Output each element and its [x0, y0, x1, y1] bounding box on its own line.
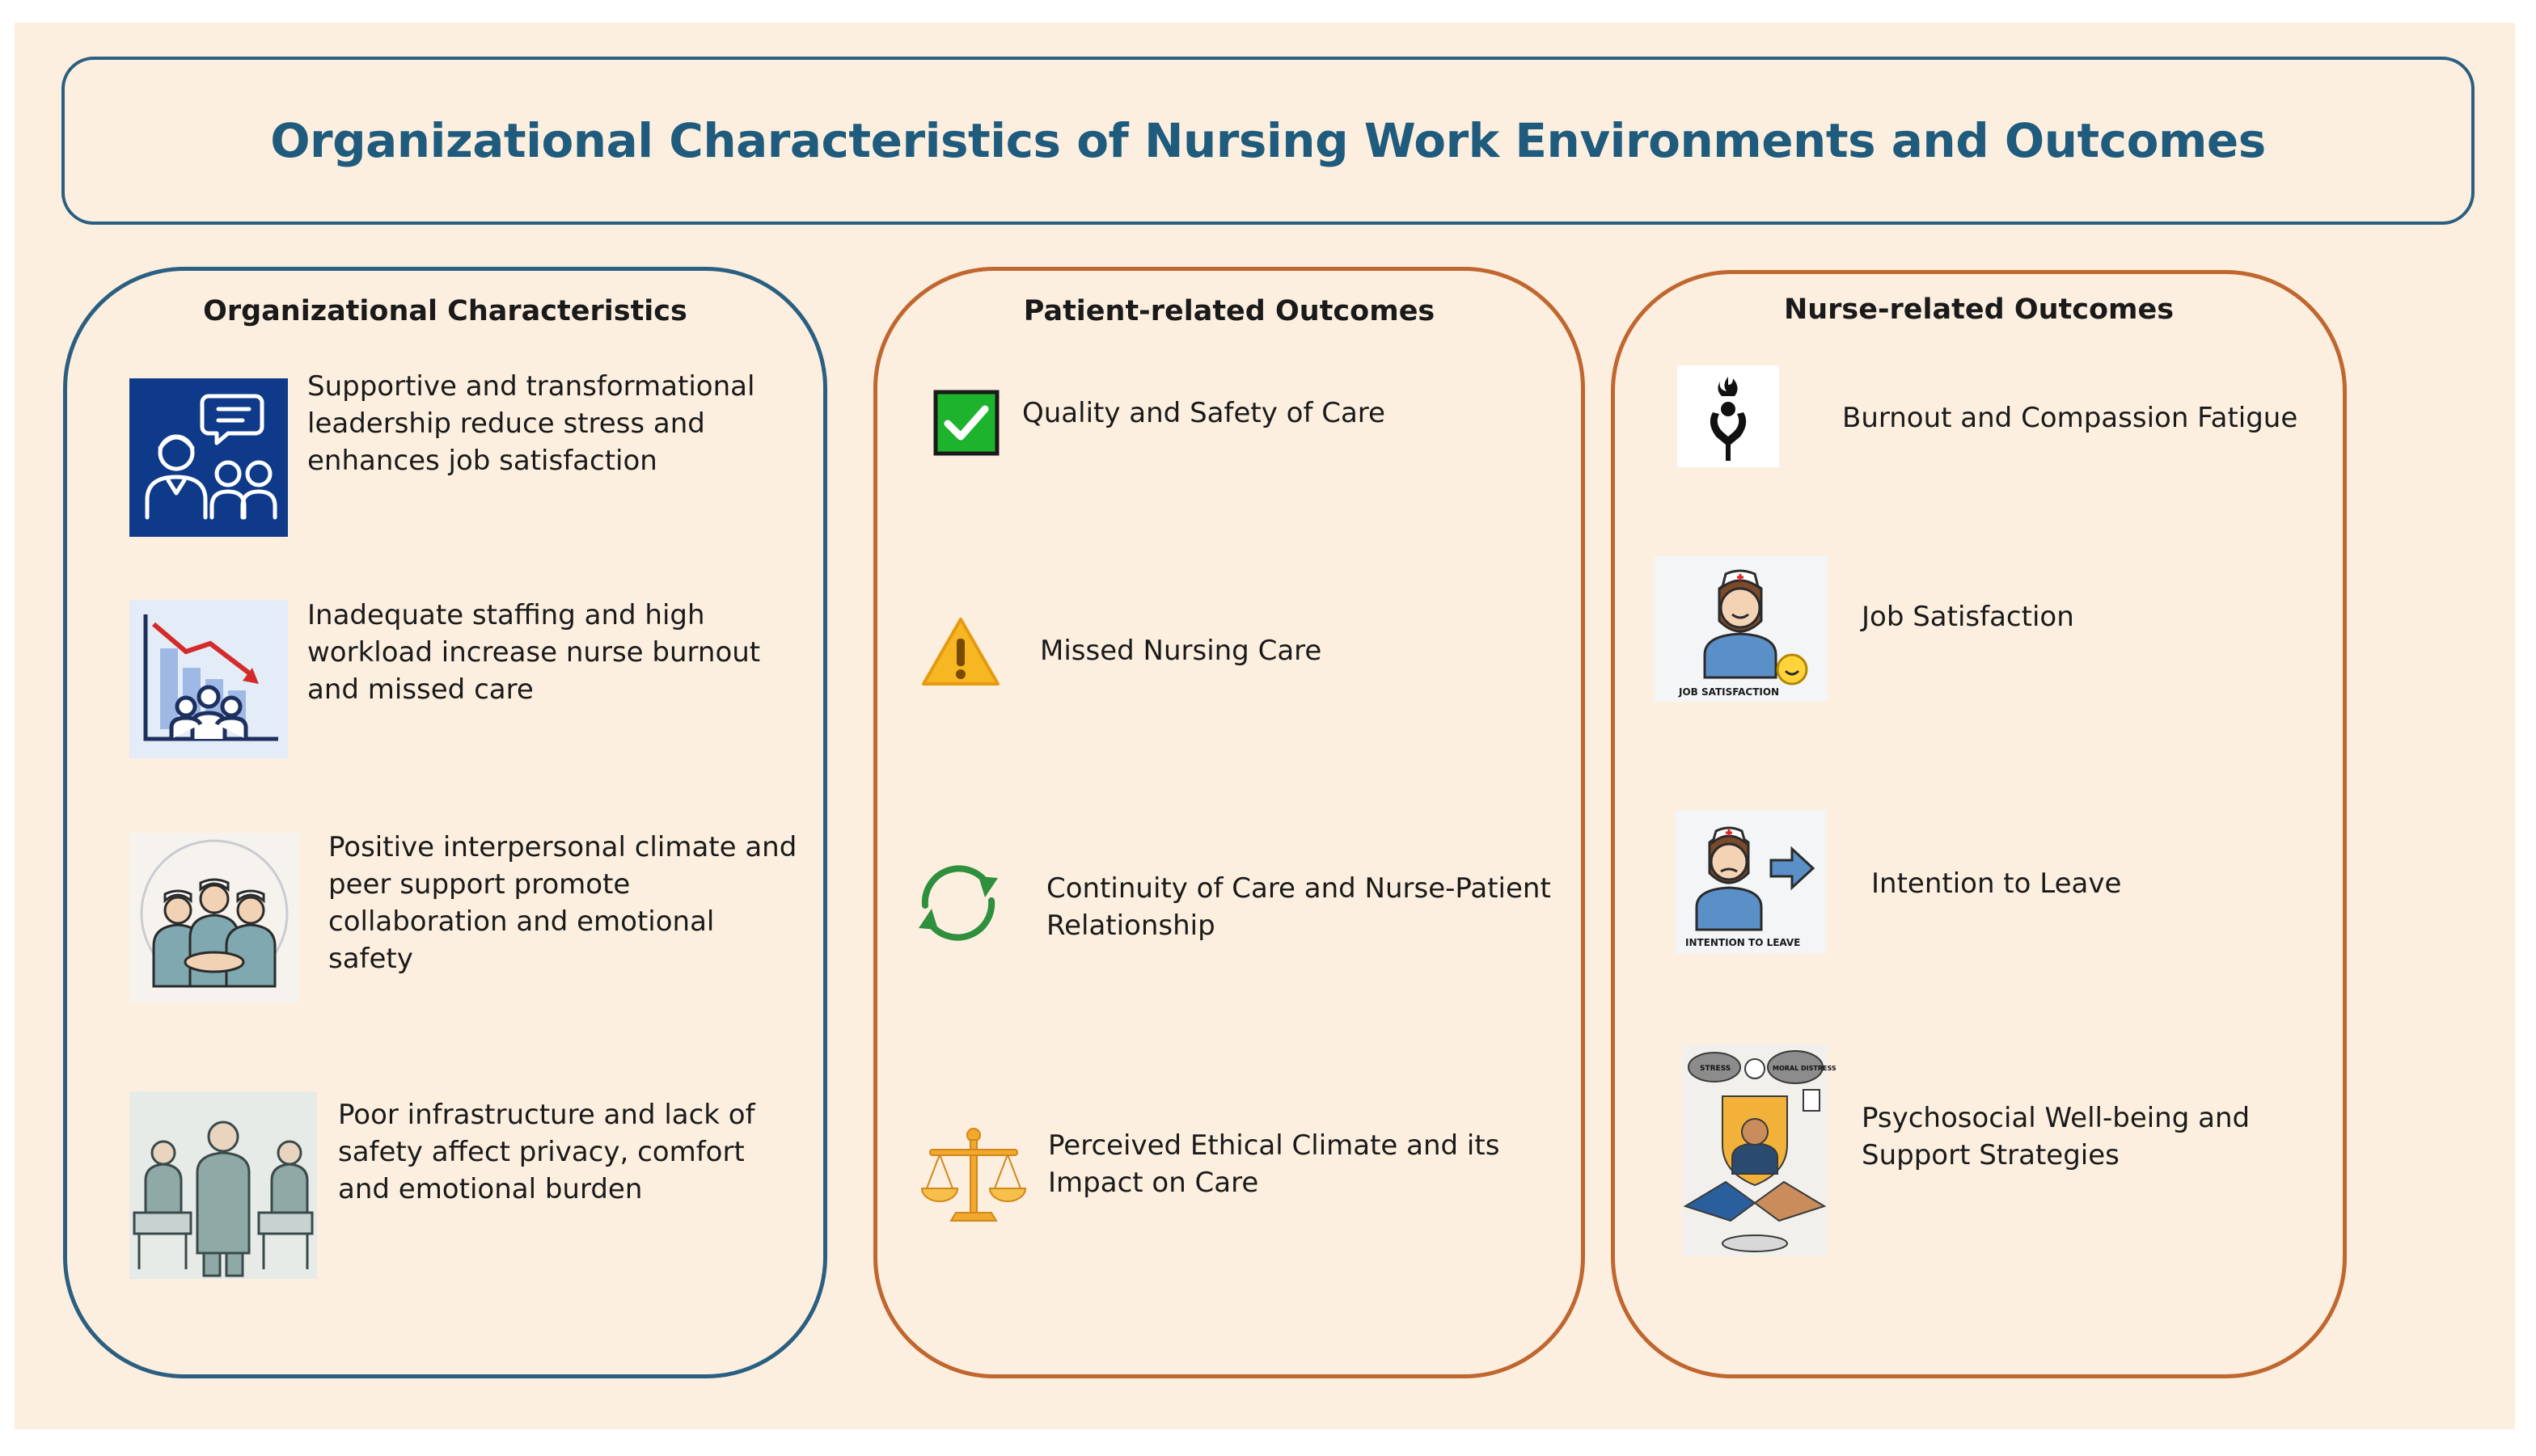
title-banner [61, 57, 2475, 225]
job-satisfaction-caption: JOB SATISFACTION [1679, 686, 1780, 698]
green-checkbox-icon [933, 390, 1000, 456]
balance-scale-icon [919, 1124, 1029, 1234]
intention-to-leave-caption: INTENTION TO LEAVE [1685, 937, 1801, 948]
nurse-leaving-icon [1676, 810, 1826, 954]
org-item-2-text: Inadequate staffing and high workload increase nurse burnout and missed care [307, 599, 761, 706]
nurse-item-3-text: Intention to Leave [1871, 867, 2122, 900]
nurse-heading: Nurse-related Outcomes [1783, 293, 2175, 326]
patient-item-4-text: Perceived Ethical Climate and its Impact on Care [1048, 1129, 1500, 1199]
patient-item-2-text: Missed Nursing Care [1040, 635, 1322, 667]
organizational-heading: Organizational Characteristics [203, 295, 687, 327]
patient-heading: Patient-related Outcomes [1023, 295, 1435, 327]
nurse-item-2-text: Job Satisfaction [1862, 601, 2074, 633]
diagram-title: Organizational Characteristics of Nursing Work Environments and Outcomes [270, 113, 2266, 168]
org-item-4-text: Poor infrastructure and lack of safety affect privacy, comfort and emotional burden [338, 1099, 755, 1205]
stress-label: STRESS [1700, 1065, 1731, 1073]
nurse-item-1-text: Burnout and Compassion Fatigue [1842, 402, 2298, 434]
patient-item-3-text: Continuity of Care and Nurse-Patient Relationship [1046, 872, 1551, 942]
org-item-3-text: Positive interpersonal climate and peer support promote collaboration and emotional safety [328, 831, 797, 975]
patient-item-1-text: Quality and Safety of Care [1022, 397, 1385, 429]
happy-nurse-icon [1655, 556, 1828, 702]
org-item-1-text: Supportive and transformational leadership reduce stress and enhances job satisfaction [307, 370, 755, 477]
burnout-figure-icon [1677, 365, 1779, 467]
warning-icon [920, 614, 1001, 689]
leadership-icon [129, 378, 288, 537]
support-handshake-icon [1682, 1045, 1836, 1256]
nurse-item-4-text: Psychosocial Well-being and Support Strategies [1862, 1102, 2251, 1171]
staffing-decline-chart-icon [129, 600, 288, 758]
cycle-arrows-icon [907, 859, 1009, 947]
nurse-team-icon [129, 833, 299, 1002]
crowded-ward-icon [129, 1091, 317, 1279]
moral-distress-label: MORAL DISTRESS [1773, 1065, 1836, 1072]
